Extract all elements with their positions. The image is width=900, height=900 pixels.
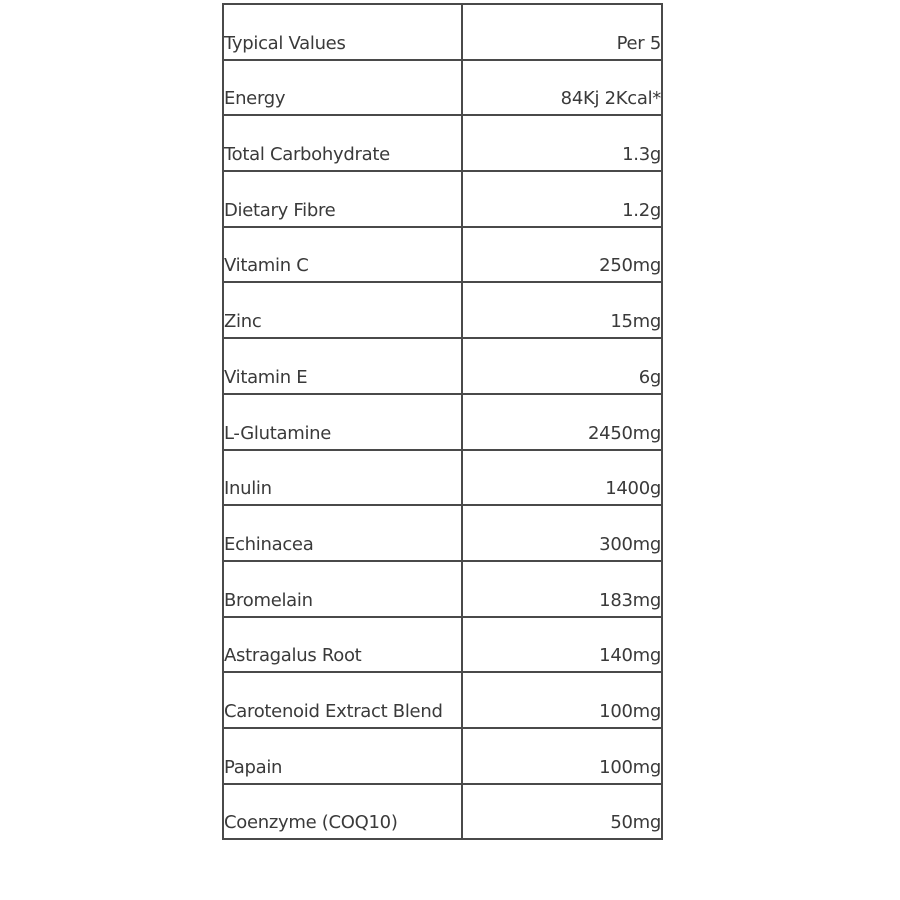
nutrient-name: Astragalus Root (223, 617, 462, 673)
nutrient-name: Zinc (223, 282, 462, 338)
table-row (223, 227, 662, 283)
nutrient-value: 183mg (462, 561, 662, 617)
table-row (223, 505, 662, 561)
table-row (223, 784, 662, 840)
nutrient-name: Vitamin C (223, 227, 462, 283)
nutrient-value: 100mg (462, 672, 662, 728)
nutrient-value: 15mg (462, 282, 662, 338)
nutrient-name: Total Carbohydrate (223, 115, 462, 171)
table-row (223, 394, 662, 450)
nutrient-value: 1400g (462, 450, 662, 506)
nutrient-name: Energy (223, 60, 462, 116)
nutrient-name: L-Glutamine (223, 394, 462, 450)
nutrient-value: 84Kj 2Kcal* (462, 60, 662, 116)
nutrient-name: Echinacea (223, 505, 462, 561)
table-row (223, 450, 662, 506)
nutrient-value: 1.2g (462, 171, 662, 227)
table-header-row (223, 4, 662, 60)
nutrient-name: Bromelain (223, 561, 462, 617)
nutrient-name: Inulin (223, 450, 462, 506)
nutrient-value: 6g (462, 338, 662, 394)
nutrient-value: 50mg (462, 784, 662, 840)
table-row (223, 672, 662, 728)
table-row (223, 728, 662, 784)
table-row (223, 561, 662, 617)
nutrient-value: 100mg (462, 728, 662, 784)
table-row (223, 338, 662, 394)
nutrient-name: Dietary Fibre (223, 171, 462, 227)
nutrient-name: Coenzyme (COQ10) (223, 784, 462, 840)
nutrition-table (222, 3, 663, 840)
nutrient-value: 250mg (462, 227, 662, 283)
nutrient-value: 2450mg (462, 394, 662, 450)
nutrient-name: Carotenoid Extract Blend (223, 672, 462, 728)
table-row (223, 617, 662, 673)
header-name-cell: Typical Values (223, 4, 462, 60)
nutrient-value: 1.3g (462, 115, 662, 171)
nutrient-value: 140mg (462, 617, 662, 673)
header-value-cell: Per 5 (462, 4, 662, 60)
nutrient-value: 300mg (462, 505, 662, 561)
table-row (223, 60, 662, 116)
table-row (223, 282, 662, 338)
table-row (223, 171, 662, 227)
nutrient-name: Vitamin E (223, 338, 462, 394)
table-row (223, 115, 662, 171)
nutrient-name: Papain (223, 728, 462, 784)
